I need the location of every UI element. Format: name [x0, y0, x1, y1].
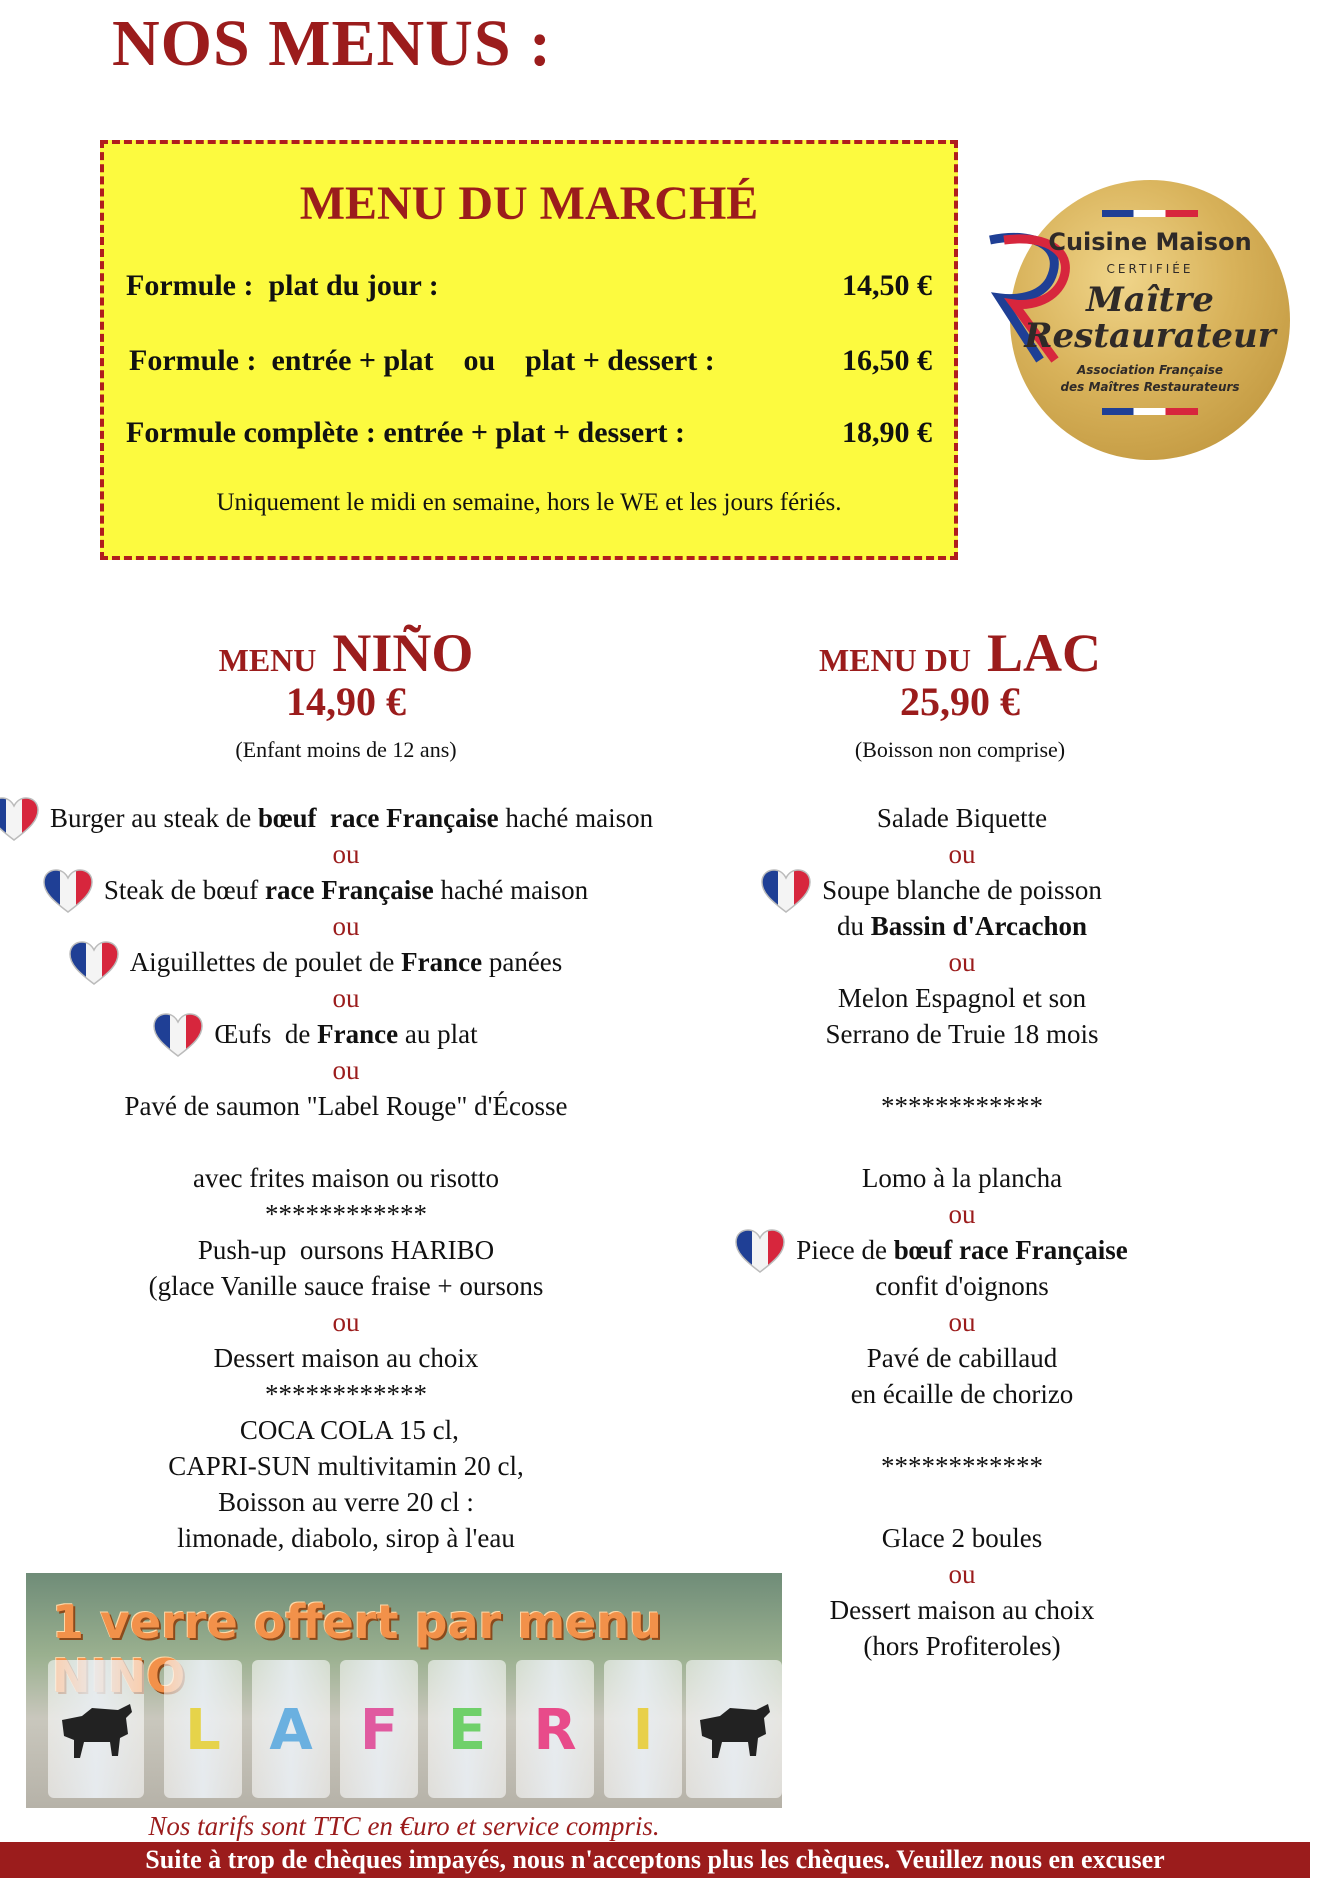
menu-lac-price: 25,90 €: [900, 679, 1020, 724]
menu-lac-header: [790, 622, 1130, 763]
menu-item-text: [830, 1595, 1095, 1625]
french-flag-heart-icon: [152, 1012, 204, 1067]
menu-item-text: [881, 1451, 1043, 1481]
badge-line: Restaurateur: [1024, 316, 1276, 356]
menu-nino-title: [186, 622, 506, 684]
menu-item-text: [233, 1415, 459, 1445]
flag-stripe-top: [1102, 210, 1198, 217]
menu-or-separator: ou: [332, 911, 360, 941]
menu-item-line: [762, 980, 1162, 1016]
menu-or-separator: ou: [948, 947, 976, 977]
menu-item-text: [124, 1091, 567, 1121]
menu-nino-items: [50, 800, 654, 1556]
menu-nino-header: [186, 622, 506, 763]
menu-item-line: [50, 1412, 642, 1448]
menu-item-text-part: ************: [265, 1379, 427, 1409]
menu-item-line: [50, 1196, 642, 1232]
menu-item-text: [851, 1379, 1074, 1409]
menu-item-text: [130, 947, 563, 977]
cup-letter: L: [185, 1698, 221, 1763]
menu-item-text-part: Melon Espagnol et son: [837, 983, 1087, 1013]
menu-lac-title: [790, 622, 1130, 684]
menu-item-text: [822, 875, 1102, 905]
menu-or-separator: ou: [948, 839, 976, 869]
menu-item-text-part: (hors Profiteroles): [863, 1631, 1061, 1661]
menu-item-highlight: race Française: [265, 875, 434, 905]
menu-or-separator: ou: [332, 839, 360, 869]
menu-item-line: [762, 1520, 1162, 1556]
cup-bull: [686, 1660, 782, 1798]
menu-item-text-part: panées: [482, 947, 563, 977]
menu-or-separator: ou: [332, 1307, 360, 1337]
menu-item-line: [762, 1412, 1162, 1448]
menu-item-text: [168, 1451, 524, 1481]
menu-item-line: [50, 1520, 642, 1556]
menu-item-line: [762, 1376, 1162, 1412]
menu-marche-note: Uniquement le midi en semaine, hors le WE et les jours fériés.: [216, 489, 842, 516]
menu-item-line: [762, 908, 1162, 944]
maitre-restaurateur-badge-icon: [1010, 180, 1290, 460]
menu-item-text: [881, 1091, 1043, 1121]
menu-marche-title: MENU DU MARCHÉ: [299, 177, 759, 230]
menu-item-line: [762, 1160, 1162, 1196]
menu-item-text: [882, 1523, 1042, 1553]
menu-item-text-part: ************: [265, 1199, 427, 1229]
cup: [604, 1660, 682, 1798]
menu-item-line: [50, 1124, 642, 1160]
formule-label: Formule : entrée + plat ou plat + dessert :: [129, 344, 715, 377]
formule-price: 16,50 €: [842, 344, 932, 377]
menu-item-text: [826, 1019, 1099, 1049]
menu-item-line: [762, 1268, 1162, 1304]
menu-item-text-part: Salade Biquette: [876, 803, 1048, 833]
menu-item-text: [867, 1343, 1057, 1373]
badge-line: Association Française: [1077, 363, 1223, 377]
menu-item-text-part: ************: [881, 1451, 1043, 1481]
menu-item-text-part: (glace Vanille sauce fraise + oursons: [148, 1271, 544, 1301]
menu-item-text: [149, 1271, 544, 1301]
french-flag-heart-icon: [42, 868, 94, 923]
menu-item-text: [104, 875, 588, 905]
menu-item-text-part: haché maison: [498, 803, 654, 833]
menu-item-line: [762, 1016, 1162, 1052]
french-flag-heart-icon: [0, 796, 40, 851]
badge-line: CERTIFIÉE: [1106, 262, 1194, 276]
menu-lac-subtitle: (Boisson non comprise): [854, 737, 1066, 762]
cup-bull: [48, 1660, 144, 1798]
menu-item-text-part: Steak de bœuf: [103, 875, 266, 905]
french-flag-heart-icon: [734, 1228, 786, 1283]
menu-item-text-part: au plat: [398, 1019, 478, 1049]
menu-item-text-part: ************: [881, 1091, 1043, 1121]
menu-item-text: [863, 1631, 1060, 1661]
menu-or-separator: ou: [948, 1559, 976, 1589]
cup-letter: I: [632, 1698, 654, 1763]
menu-item-text-part: haché maison: [433, 875, 589, 905]
menu-item-text-part: Lomo à la plancha: [861, 1163, 1063, 1193]
menu-item-line: [50, 872, 642, 908]
menu-nino-subtitle: (Enfant moins de 12 ans): [235, 737, 457, 762]
menu-title-prefix: MENU: [218, 642, 333, 678]
menu-item-text: [214, 1019, 477, 1049]
menu-item-text: [50, 803, 653, 833]
badge-line: des Maîtres Restaurateurs: [1060, 380, 1240, 394]
formule-label: Formule complète : entrée + plat + dessert :: [126, 416, 685, 449]
menu-item-line: [762, 1232, 1162, 1268]
footer-note: Nos tarifs sont TTC en €uro et service compris.: [148, 1811, 660, 1841]
menu-item-line: [762, 1088, 1162, 1124]
menu-item-line: [50, 944, 642, 980]
menu-or-separator: ou: [948, 1307, 976, 1337]
menu-item-text: [862, 1163, 1062, 1193]
cup: [252, 1660, 330, 1798]
menu-item-line: [762, 872, 1162, 908]
menu-item-text-part: Serrano de Truie 18 mois: [825, 1019, 1099, 1049]
bull-icon: [686, 1660, 782, 1798]
cup-letter: A: [269, 1698, 313, 1763]
menu-item-text-part: Pavé de saumon "Label Rouge" d'Écosse: [124, 1091, 568, 1121]
menu-item-text-part: Piece de: [796, 1235, 894, 1265]
menu-item-text: [796, 1235, 1127, 1265]
menu-item-highlight: France: [401, 947, 483, 977]
formule-price: 14,50 €: [842, 269, 932, 302]
cup-letter: F: [359, 1698, 399, 1763]
menu-item-text-part: Pavé de cabillaud: [866, 1343, 1058, 1373]
menu-item-line: [50, 800, 654, 836]
menu-item-text-part: CAPRI-SUN multivitamin 20 cl,: [168, 1451, 524, 1481]
cup-letter: E: [447, 1698, 487, 1763]
bull-icon: [48, 1660, 144, 1798]
menu-title-prefix: MENU DU: [819, 642, 987, 678]
promo-text: 1 verre offert par menu: [52, 1595, 662, 1649]
cup: [516, 1660, 594, 1798]
menu-item-text: [193, 1163, 499, 1193]
menu-item-line: [50, 1088, 642, 1124]
flag-stripe-bottom: [1102, 408, 1198, 415]
menu-item-text-part: COCA COLA 15 cl,: [233, 1415, 459, 1445]
cup-letter: R: [533, 1698, 577, 1763]
french-flag-heart-icon: [68, 940, 120, 995]
cup: [428, 1660, 506, 1798]
menu-item-text-part: Glace 2 boules: [881, 1523, 1043, 1553]
menu-item-text-part: Dessert maison au choix: [829, 1595, 1095, 1625]
menu-item-line: [762, 1340, 1162, 1376]
menu-item-line: [762, 1124, 1162, 1160]
formule-label: Formule : plat du jour :: [126, 269, 439, 302]
footer-bar: Suite à trop de chèques impayés, nous n'acceptons plus les chèques. Veuillez nous en excuser: [0, 1842, 1310, 1878]
menu-item-text: [218, 1487, 474, 1517]
cup: [164, 1660, 242, 1798]
menu-item-line: [50, 1232, 642, 1268]
menu-item-highlight: bœuf race Française: [893, 1235, 1128, 1265]
menu-item-line: [762, 1448, 1162, 1484]
menu-item-text-part: Dessert maison au choix: [213, 1343, 479, 1373]
menu-marche-box: [100, 140, 958, 560]
menu-item-line: [50, 1448, 642, 1484]
menu-item-text: [877, 803, 1047, 833]
menu-item-line: [50, 1016, 642, 1052]
menu-item-text-part: avec frites maison ou risotto: [193, 1163, 499, 1193]
menu-item-line: [50, 1268, 642, 1304]
menu-lac-items: [762, 800, 1162, 1664]
menu-item-line: [762, 1484, 1162, 1520]
menu-item-text-part: Œufs de: [214, 1019, 318, 1049]
menu-item-highlight: bœuf race Française: [257, 803, 499, 833]
menu-item-text-part: confit d'oignons: [875, 1271, 1049, 1301]
menu-title-name: NIÑO: [332, 623, 474, 683]
menu-item-text: [837, 911, 1087, 941]
menu-or-separator: ou: [948, 1199, 976, 1229]
menu-item-line: [50, 1376, 642, 1412]
badge-line: Cuisine Maison: [1048, 228, 1252, 256]
menu-item-text-part: du: [836, 911, 871, 941]
french-flag-heart-icon: [760, 868, 812, 923]
menu-item-text: [265, 1379, 427, 1409]
cup: [340, 1660, 418, 1798]
menu-or-separator: ou: [332, 1055, 360, 1085]
promo-image: [26, 1573, 782, 1808]
menu-or-separator: ou: [332, 983, 360, 1013]
menu-item-text-part: Push-up oursons HARIBO: [197, 1235, 495, 1265]
menu-item-highlight: Bassin d'Arcachon: [870, 911, 1088, 941]
menu-item-text-part: Soupe blanche de poisson: [822, 875, 1102, 905]
menu-item-text-part: Boisson au verre 20 cl :: [218, 1487, 474, 1517]
menu-item-line: [762, 1628, 1162, 1664]
menu-item-line: [762, 1592, 1162, 1628]
menu-item-text: [875, 1271, 1049, 1301]
menu-item-text-part: en écaille de chorizo: [850, 1379, 1074, 1409]
formule-price: 18,90 €: [842, 416, 932, 449]
menu-title-name: LAC: [986, 623, 1101, 683]
menu-item-text: [838, 983, 1086, 1013]
page-title: NOS MENUS :: [112, 7, 553, 80]
menu-nino-price: 14,90 €: [286, 679, 406, 724]
menu-item-line: [762, 800, 1162, 836]
menu-item-text-part: limonade, diabolo, sirop à l'eau: [177, 1523, 515, 1553]
menu-item-line: [50, 1160, 642, 1196]
menu-item-line: [50, 1484, 642, 1520]
menu-item-text-part: Aiguillettes de poulet de: [129, 947, 402, 977]
menu-item-text-part: Burger au steak de: [50, 803, 258, 833]
badge-line: Maître: [1086, 280, 1214, 320]
menu-item-line: [762, 1052, 1162, 1088]
menu-item-line: [50, 1340, 642, 1376]
menu-item-text: [177, 1523, 515, 1553]
menu-item-highlight: France: [317, 1019, 399, 1049]
menu-item-text: [265, 1199, 427, 1229]
menu-item-text: [214, 1343, 479, 1373]
menu-item-text: [198, 1235, 494, 1265]
